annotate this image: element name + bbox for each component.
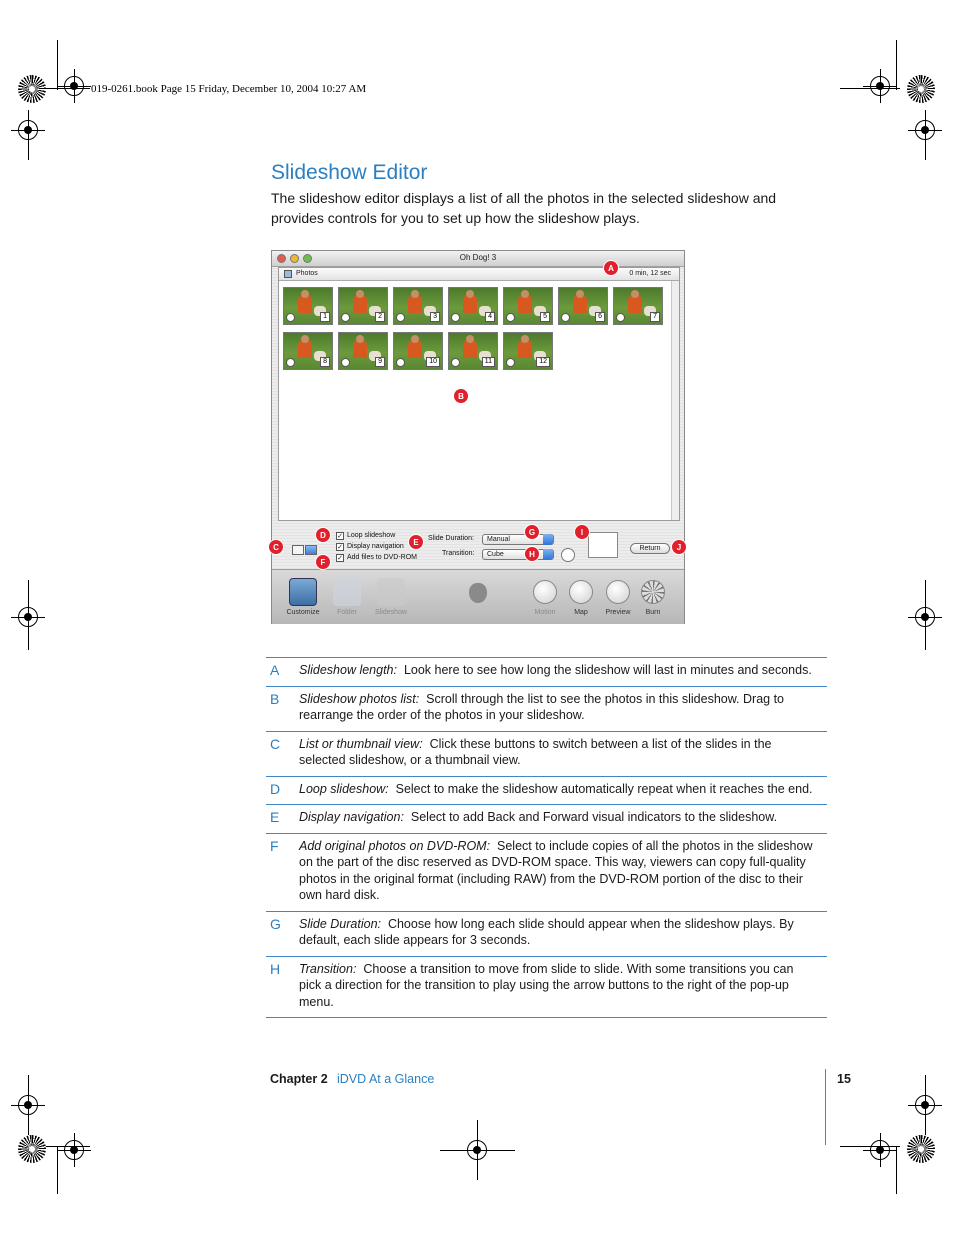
slideshow-length: 0 min, 12 sec bbox=[629, 270, 671, 277]
callout-c: C bbox=[268, 539, 284, 555]
photo-subject-head bbox=[411, 290, 419, 298]
callout-g: G bbox=[524, 524, 540, 540]
photo-subject-head bbox=[356, 290, 364, 298]
photo-number: 8 bbox=[320, 357, 330, 367]
legend-key: F bbox=[270, 837, 279, 854]
registration-mark bbox=[870, 1140, 890, 1160]
transition-arrow-icon bbox=[506, 313, 515, 322]
callout-a: A bbox=[603, 260, 619, 276]
popup-arrows-icon bbox=[543, 534, 553, 545]
legend-term: Display navigation: bbox=[299, 810, 404, 824]
idvd-toolbar bbox=[272, 569, 684, 624]
window-titlebar bbox=[272, 251, 684, 267]
legend-text: Click these buttons to switch between a list of the slides in the selected slideshow, or a thumbnail view. bbox=[299, 736, 772, 767]
motion-button[interactable] bbox=[533, 580, 557, 604]
photo-thumbnail[interactable] bbox=[338, 287, 388, 325]
transition-arrow-icon bbox=[286, 358, 295, 367]
photo-thumbnail[interactable] bbox=[283, 287, 333, 325]
legend-term: Loop slideshow: bbox=[299, 781, 389, 796]
section-title: Slideshow Editor bbox=[271, 161, 428, 184]
preview-button[interactable] bbox=[606, 580, 630, 604]
photos-panel bbox=[278, 267, 680, 521]
registration-mark bbox=[18, 607, 38, 627]
legend-key: G bbox=[270, 915, 281, 932]
photo-number: 6 bbox=[595, 312, 605, 322]
star-target-mark bbox=[18, 1135, 46, 1163]
list-view-button[interactable] bbox=[292, 545, 304, 555]
legend-key: B bbox=[270, 690, 280, 707]
photo-number: 1 bbox=[320, 312, 330, 322]
photo-number: 10 bbox=[426, 357, 440, 367]
intro-paragraph: The slideshow editor displays a list of all the photos in the selected slideshow and provides controls for you to set up how the slideshow plays. bbox=[271, 190, 777, 226]
photo-number: 11 bbox=[482, 357, 495, 367]
photo-subject-head bbox=[521, 335, 529, 343]
registration-mark bbox=[915, 120, 935, 140]
photo-number: 3 bbox=[430, 312, 440, 322]
callout-b: B bbox=[453, 388, 469, 404]
legend-key: D bbox=[270, 780, 281, 797]
burn-label: Burn bbox=[645, 609, 661, 616]
transition-arrow-icon bbox=[616, 313, 625, 322]
legend-row bbox=[266, 776, 827, 805]
callout-h: H bbox=[524, 546, 540, 562]
window-title: Oh Dog! 3 bbox=[459, 253, 497, 262]
transition-arrow-icon bbox=[396, 313, 405, 322]
callout-e: E bbox=[408, 534, 424, 550]
legend-term: Slideshow photos list: bbox=[299, 691, 420, 706]
transition-arrow-icon bbox=[561, 313, 570, 322]
loop-slideshow-label: Loop slideshow bbox=[347, 532, 396, 539]
star-target-mark bbox=[907, 1135, 935, 1163]
add-files-label: Add files to DVD-ROM bbox=[347, 554, 418, 561]
registration-mark bbox=[64, 76, 84, 96]
transition-arrow-icon bbox=[286, 313, 295, 322]
transition-popup[interactable] bbox=[482, 549, 554, 560]
legend-key: H bbox=[270, 960, 281, 977]
photos-label: Photos bbox=[296, 270, 318, 277]
photo-thumbnail[interactable] bbox=[503, 287, 553, 325]
thumbnail-view-button[interactable] bbox=[305, 545, 317, 555]
legend-term: Slideshow length: bbox=[299, 663, 397, 677]
photo-subject-head bbox=[411, 335, 419, 343]
transition-arrow-icon bbox=[451, 358, 460, 367]
legend-key: A bbox=[270, 662, 280, 678]
legend-term: Add original photos on DVD-ROM: bbox=[299, 838, 491, 853]
display-navigation-label: Display navigation bbox=[347, 543, 404, 550]
legend-row bbox=[266, 833, 827, 911]
slide-duration-label: Slide Duration: bbox=[428, 535, 474, 542]
photo-thumbnail[interactable] bbox=[613, 287, 663, 325]
slideshow-button[interactable] bbox=[377, 578, 405, 606]
footer-chapter-title: iDVD At a Glance bbox=[337, 1072, 435, 1086]
photo-number: 5 bbox=[540, 312, 550, 322]
callout-legend bbox=[266, 657, 827, 1018]
legend-term: Slide Duration: bbox=[299, 916, 381, 931]
legend-text: Select to make the slideshow automatically repeat when it reaches the end. bbox=[395, 781, 813, 796]
transition-arrow-icon bbox=[341, 358, 350, 367]
legend-term: Transition: bbox=[299, 961, 357, 976]
legend-text: Select to include copies of all the photos in the slideshow on the part of the disc reserved as DVD-ROM space. This way, viewers can copy full-quality photos in the original format (including RAW) from the DVD-ROM portion of the disc to their own hard disk. bbox=[299, 838, 813, 902]
transition-value: Cube bbox=[487, 551, 504, 558]
photo-thumbnail[interactable] bbox=[503, 332, 553, 370]
legend-text: Choose a transition to move from slide to slide. With some transitions you can pick a direction for the transition to play using the arrow buttons to the right of the pop-up menu. bbox=[299, 961, 794, 1009]
transition-arrow-icon bbox=[396, 358, 405, 367]
page-number: 15 bbox=[837, 1072, 851, 1086]
star-target-mark bbox=[907, 75, 935, 103]
photo-subject-head bbox=[356, 335, 364, 343]
photo-thumbnail[interactable] bbox=[393, 332, 443, 370]
legend-key: E bbox=[270, 809, 280, 825]
apple-logo-icon bbox=[469, 583, 487, 603]
legend-text: Scroll through the list to see the photos in this slideshow. Drag to rearrange the order of the photos in your slideshow. bbox=[299, 691, 784, 722]
registration-mark bbox=[870, 76, 890, 96]
photos-panel-header bbox=[279, 268, 679, 281]
callout-i: I bbox=[574, 524, 590, 540]
photo-thumbnail[interactable] bbox=[283, 332, 333, 370]
registration-mark bbox=[18, 1095, 38, 1115]
registration-mark bbox=[18, 120, 38, 140]
folder-label: Folder bbox=[337, 609, 357, 616]
photo-subject-head bbox=[466, 290, 474, 298]
photos-icon bbox=[284, 270, 292, 278]
registration-mark bbox=[915, 1095, 935, 1115]
photo-subject-head bbox=[466, 335, 474, 343]
registration-mark bbox=[467, 1140, 487, 1160]
slideshow-label: Slideshow bbox=[375, 609, 407, 616]
transition-arrow-icon bbox=[451, 313, 460, 322]
customize-label: Customize bbox=[286, 609, 320, 616]
legend-text: Look here to see how long the slideshow will last in minutes and seconds. bbox=[403, 663, 812, 677]
star-target-mark bbox=[18, 75, 46, 103]
add-files-checkbox[interactable]: ✓ bbox=[337, 555, 343, 562]
photo-subject-head bbox=[576, 290, 584, 298]
legend-row bbox=[266, 686, 827, 731]
legend-row bbox=[266, 731, 827, 776]
slideshow-preview-thumbnail bbox=[588, 532, 618, 558]
popup-arrows-icon bbox=[543, 549, 553, 560]
crop-line bbox=[57, 1146, 58, 1194]
motion-label: Motion bbox=[534, 609, 556, 616]
legend-text: Select to add Back and Forward visual indicators to the slideshow. bbox=[410, 810, 778, 824]
photo-number: 7 bbox=[650, 312, 660, 322]
loop-slideshow-checkbox[interactable]: ✓ bbox=[337, 533, 343, 540]
photo-thumbnail[interactable] bbox=[558, 287, 608, 325]
photo-subject-head bbox=[631, 290, 639, 298]
photo-thumbnail[interactable] bbox=[448, 287, 498, 325]
legend-text: Choose how long each slide should appear when the slideshow plays. By default, each slide appears for 3 seconds. bbox=[299, 916, 794, 947]
display-navigation-checkbox[interactable]: ✓ bbox=[337, 544, 343, 551]
footer-rule bbox=[825, 1069, 826, 1145]
slide-duration-popup[interactable] bbox=[482, 534, 554, 545]
callout-f: F bbox=[315, 554, 331, 570]
transition-arrow-icon bbox=[506, 358, 515, 367]
photo-thumbnail[interactable] bbox=[448, 332, 498, 370]
direction-arrows-icon[interactable] bbox=[561, 548, 575, 562]
photo-number: 2 bbox=[375, 312, 385, 322]
transition-arrow-icon bbox=[341, 313, 350, 322]
return-button[interactable]: Return bbox=[630, 543, 670, 554]
legend-row bbox=[266, 911, 827, 956]
transition-label: Transition: bbox=[442, 550, 475, 557]
preview-label: Preview bbox=[605, 609, 631, 616]
registration-mark bbox=[64, 1140, 84, 1160]
callout-j: J bbox=[671, 539, 687, 555]
photo-subject-head bbox=[521, 290, 529, 298]
photo-number: 12 bbox=[536, 357, 550, 367]
legend-row bbox=[266, 657, 827, 686]
slide-duration-value: Manual bbox=[487, 536, 510, 543]
legend-row bbox=[266, 804, 827, 833]
crop-line bbox=[57, 40, 58, 90]
map-button[interactable] bbox=[569, 580, 593, 604]
burn-button[interactable] bbox=[641, 580, 665, 604]
photo-number: 4 bbox=[485, 312, 495, 322]
photo-subject-head bbox=[301, 290, 309, 298]
customize-button[interactable] bbox=[289, 578, 317, 606]
legend-key: C bbox=[270, 735, 281, 752]
print-slug: 019-0261.book Page 15 Friday, December 10, 2004 10:27 AM bbox=[91, 83, 367, 95]
photo-subject-head bbox=[301, 335, 309, 343]
map-label: Map bbox=[574, 609, 588, 616]
callout-d: D bbox=[315, 527, 331, 543]
photo-thumbnail[interactable] bbox=[393, 287, 443, 325]
legend-term: List or thumbnail view: bbox=[299, 736, 423, 751]
crop-line bbox=[896, 40, 897, 90]
slideshow-editor-screenshot bbox=[271, 250, 685, 624]
folder-button[interactable] bbox=[333, 578, 361, 606]
registration-mark bbox=[915, 607, 935, 627]
footer-chapter: Chapter 2 bbox=[270, 1072, 328, 1086]
crop-line bbox=[896, 1146, 897, 1194]
legend-row bbox=[266, 956, 827, 1019]
photos-scrollbar[interactable] bbox=[671, 281, 679, 520]
slideshow-controls bbox=[278, 524, 680, 564]
photo-thumbnail[interactable] bbox=[338, 332, 388, 370]
photo-number: 9 bbox=[375, 357, 385, 367]
